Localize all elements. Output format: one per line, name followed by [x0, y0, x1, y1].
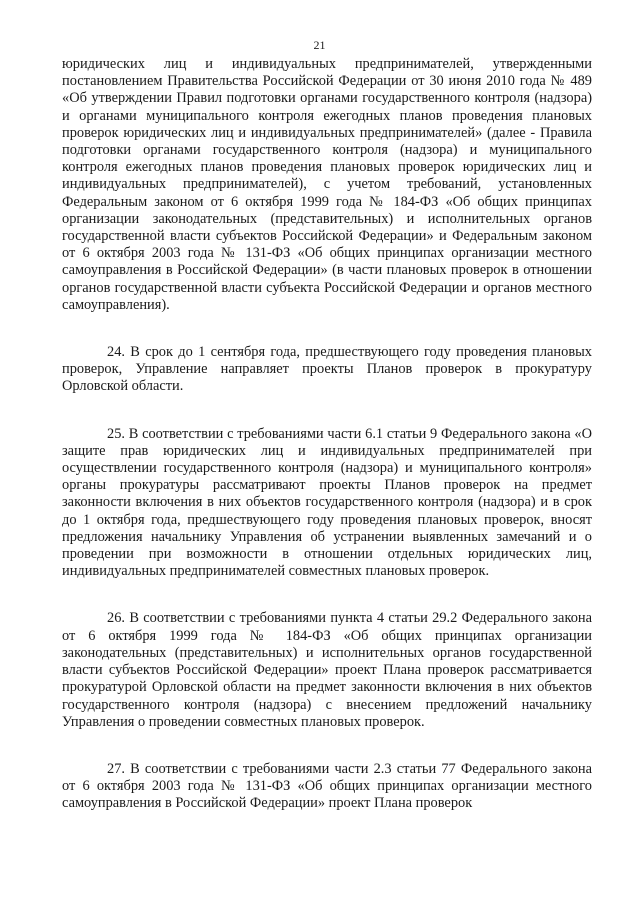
document-body: [62, 56, 592, 813]
page-number: 21: [313, 38, 326, 52]
paragraph-25: 25. В соответствии с требованиями части 6.1 статьи 9 Федерального закона «О защите прав юридических лиц и индивидуальных предпринимателей при осуществлении государственного контроля (надзора) и муниципального контроля» органы прокуратуры рассматривают проекты Планов проверок на предмет законности включения в них объектов государственного контроля (надзора) и в срок до 1 октября года, предшествующего году проведения плановых проверок, вносят предложения начальнику Управления об устранении выявленных замечаний и о проведении при возможности в отношении отдельных юридических лиц, индивидуальных предпринимателей совместных плановых проверок.: [62, 425, 592, 580]
paragraph-24: 24. В срок до 1 сентября года, предшествующего году проведения плановых проверок, Управление направляет проекты Планов проверок в прокуратуру Орловской области.: [62, 344, 592, 395]
paragraph-continuation: юридических лиц и индивидуальных предпринимателей, утвержденными постановлением Правительства Российской Федерации от 30 июня 2010 года № 489 «Об утверждении Правил подготовки органами государственного контроля (надзора) и органами муниципального контроля ежегодных планов проведения плановых проверок юридических лиц и индивидуальных предпринимателей» (далее - Правила подготовки органами государственного контроля (надзора) и муниципального контроля ежегодных планов проведения плановых проверок юридических лиц и индивидуальных предпринимателей), с учетом требований, установленных Федеральным законом от 6 октября 1999 года № 184-ФЗ «Об общих принципах организации законодательных (представительных) и исполнительных органов государственной власти субъектов Российской Федерации» и Федеральным законом от 6 октября 2003 года № 131-ФЗ «Об общих принципах организации местного самоуправления в Российской Федерации» (в части плановых проверок в отношении органов государственной власти субъекта Российской Федерации и органов местного самоуправления).: [62, 56, 592, 313]
paragraph-26: 26. В соответствии с требованиями пункта 4 статьи 29.2 Федерального закона от 6 октября 1999 года № 184-ФЗ «Об общих принципах организации законодательных (представительных) и исполнительных органов государственной власти субъектов Российской Федерации» проект Плана проверок рассматривается прокуратурой Орловской области на предмет законности включения в них объектов государственного контроля (надзора) с внесением предложений начальнику Управления о проведении совместных плановых проверок.: [62, 610, 592, 730]
paragraph-27: 27. В соответствии с требованиями части 2.3 статьи 77 Федерального закона от 6 октября 2003 года № 131-ФЗ «Об общих принципах организации местного самоуправления в Российской Федерации» проект Плана проверок: [62, 760, 592, 812]
